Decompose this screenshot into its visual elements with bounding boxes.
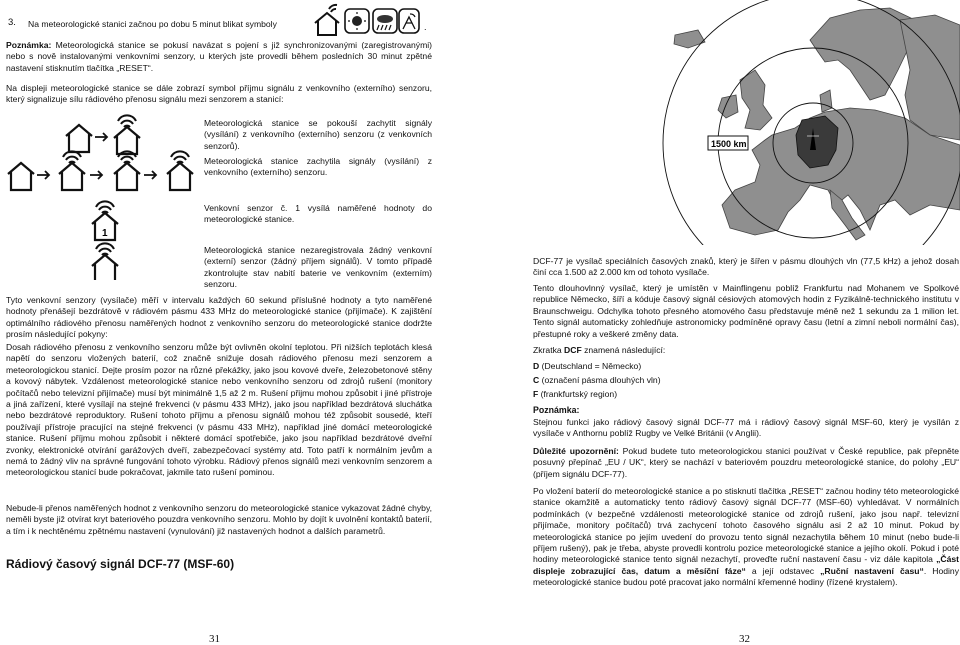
dcf-d xyxy=(533,361,641,372)
legend-searching: Meteorologická stanice se pokouší zachytit signály (vysílání) z venkovního (externího) senzoru (z venkovních senzorů). xyxy=(204,118,432,151)
house-icon xyxy=(59,163,85,190)
reception-text-e: . Hodiny meteorologické stanice budou poté pracovat jako normální křemenné hodiny (řízené krystalem). xyxy=(533,565,960,588)
page-number-right: 32 xyxy=(739,633,750,645)
signal-waves-icon xyxy=(63,151,81,163)
sensor-number: 1 xyxy=(102,228,108,239)
step-end: . xyxy=(424,22,427,32)
legend-no-signal: Meteorologická stanice nezaregistrovala žádný venkovní (externí) senzor (žádný příjem signálů). V tomto případě zkontrolujte stav nabití baterie ve venkovním (externím) senzoru. xyxy=(204,245,432,290)
note-label: Poznámka: xyxy=(6,40,52,50)
blinking-symbols xyxy=(311,3,421,37)
reception-paragraph xyxy=(533,486,959,589)
legend-sensor-transmitting: Venkovní senzor č. 1 vysílá naměřené hodnoty do meteorologické stanice. xyxy=(204,203,432,225)
distance-label: 1500 km xyxy=(711,139,747,149)
signal-waves-icon xyxy=(96,243,114,255)
house-icon xyxy=(92,255,118,280)
dcf-intro-c: znamená následující: xyxy=(581,345,666,355)
display-paragraph: Na displeji meteorologické stanice se dále zobrazí symbol příjmu signálu z venkovního (externího) senzoru, který signalizuje sílu rádiového přenosu signálu mezi senzorem a stanicí: xyxy=(6,83,432,105)
paragraph-transmission: Tyto venkovní senzory (vysílače) měří v intervalu každých 60 sekund příslušné hodnoty a tyto naměřené hodnoty přenášejí bezdrátově v rádiovém pásmu 433 MHz do meteorologické stanice (přijímače). K zajištění optimálního rádiového přenosu naměřených hodnot z venkovního senzoru do meteorologické stanice dodržte prosím následující pokyny: xyxy=(6,295,432,340)
reception-chapter-ref: „Část displeje zobrazující čas, datum a měsíční fáze“ xyxy=(533,554,959,576)
transmitter-paragraph: Tento dlouhovlnný vysílač, který je umístěn v Mainflingenu poblíž Frankfurtu nad Mohanem ve Spolkové republice Německo, šíří a kóduje časový signál césiových atomových hodin z Fyzikálně-technického institutu v Braunschweigu. Odchylka tohoto přesného atomového času představuje méně než 1 sekundu za 1 milion let. Tento signál automaticky zohledňuje astronomicky podmíněné opravy času (letní a zimní neboli normální čas), přestupné roky a veškeré změny data. xyxy=(533,283,959,339)
dcf-f xyxy=(533,389,617,400)
c-letter: C xyxy=(533,375,540,385)
arrow-right-icon xyxy=(144,171,156,179)
important-text: Pokud budete tuto meteorologickou stanici používat v České republice, pak přepněte posuvný přepínač „EU / UK“, který se nachází v bateriovém pouzdru meteorologické stanice, do polohy „EU“ (příjem signálu DCF-77). xyxy=(533,446,959,479)
reception-text-c: a její odstavec xyxy=(745,565,821,576)
legend-received: Meteorologická stanice zachytila signály (vysílání) z venkovního (externího) senzoru. xyxy=(204,156,432,178)
arrow-right-icon xyxy=(90,171,102,179)
house-icon xyxy=(8,163,34,190)
section-heading: Rádiový časový signál DCF-77 (MSF-60) xyxy=(6,557,235,571)
step-text: Na meteorologické stanici začnou po dobu 5 minut blikat symboly xyxy=(28,19,277,29)
house-icon xyxy=(114,163,140,190)
dcf-intro-paragraph: DCF-77 je vysílač speciálních časových znaků, který je šířen v pásmu dlouhých vln (77,5 kHz) a jehož dosah činí cca 1.500 až 2.000 km od tohoto vysílače. xyxy=(533,256,959,278)
note-text: Meteorologická stanice se pokusí navázat s pojení s již synchronizovanými (zaregistrovanými) nebo s nově instalovanými venkovními senzory, u kterých jste provedli během posledních 30 minut zpětné nastavení stisknutím tlačítka „RESET“. xyxy=(6,40,432,73)
reception-text-a: Po vložení baterií do meteorologické stanice a po stisknutí tlačítka „RESET“ začnou hodiny této meteorologické stanice okamžitě a automaticky tento rádiový časový signál DCF-77 (MSF-60) vyhledávat. V normálních podmínkách (v bezpečné vzdálenosti meteorologické stanice od zdrojů rušení, jako jsou např. televizní přijímače, monitory počítačů) trvá zachycení tohoto časového signálu asi 2 až 10 minut. Pokud by meteorologická stanice po jejím uvedení do provozu tento signál nezachytila během 10 minut (nebo bude-li příjem rušený), pak je třeba, abyste provedli kontrolu pozice meteorologické stanice a jejího okolí. Pokud i poté hodiny meteorologické stanice tento signál nezachytí, proveďte ruční nastavení času - viz dále kapitola xyxy=(533,486,959,565)
house-icon xyxy=(114,127,140,154)
f-text: (frankfurtský region) xyxy=(538,389,618,399)
signal-icons xyxy=(4,108,204,280)
signal-waves-icon xyxy=(118,115,136,127)
signal-waves-icon xyxy=(96,201,114,213)
important-label: Důležité upozornění: xyxy=(533,446,619,456)
radio-tower-icon xyxy=(399,9,419,33)
important-paragraph xyxy=(533,446,959,480)
signal-waves-icon xyxy=(171,151,189,163)
paragraph-battery: Nebude-li přenos naměřených hodnot z venkovního senzoru do meteorologické stanice vykazovat žádné chyby, neměli byste již otvírat kryt bateriového pouzdra venkovního senzoru. Mohlo by dojít k uvolnění kontaktů baterií, a tím i k nechtěnému zpětnému nastavení (vynulování) již nastavených hodnot a dalších parametrů. xyxy=(6,503,432,536)
reception-section-ref: „Ruční nastavení času“ xyxy=(820,565,924,576)
f-letter: F xyxy=(533,389,539,399)
note-label-right: Poznámka: xyxy=(533,405,580,415)
step-number: 3. xyxy=(8,17,16,28)
house-icon xyxy=(66,125,92,152)
house-signal-icon xyxy=(315,5,339,35)
weather-sun-icon xyxy=(345,9,369,33)
weather-cloud-icon xyxy=(373,9,397,33)
paragraph-range: Dosah rádiového přenosu z venkovního senzoru může být ovlivněn okolní teplotou. Při nižších teplotách klesá napětí do senzoru vložených baterií, což značně snižuje dosah rádiového přenosu mezi senzorem a meteorologickou stanicí. Dejte prosím pozor na různé překážky, jako jsou kovové dveře, železobetonové stěny a kovový nábytek. Vzdálenost meteorologické stanice nebo venkovního senzoru od zdrojů rušení (monitory počítačů nebo televizní přijímače) musí být minimálně 1,5 až 2 m. Rušení přijmu mohou způsobit i jiné přístroje a jiná zařízení, které vysílají na stejné frekvenci (v pásmu 433 MHz), jako jsou například bezdrátová sluchátka nebo bezdrátové reproduktory. Rušení tohoto příjmu a přenosu signálů mohou též způsobit sousedé, kteří používají přístroje pracující na stejné frekvenci (v pásmu 433 MHz), například jiné domácí meteorologické stanice. Rušení příjmu mohou způsobit i některé domácí spotřebiče, jako jsou například bezdrátové dveřní zvonky, elektronické otvírání garážových dveří, zabezpečovací systémy atd. Toto patří k normálním jevům a nemá to žádný vliv na správné fungování tohoto výrobku. Rádiový přenos signálů mezi venkovním senzorem a meteorologickou stanicí bude pokračovat, jakmile tato rušení pominou. xyxy=(6,342,432,478)
house-icon xyxy=(167,163,193,190)
dcf-c xyxy=(533,375,661,386)
c-text: (označení pásma dlouhých vln) xyxy=(539,375,661,385)
dcf-intro-a: Zkratka xyxy=(533,345,565,355)
dcf-abbreviation-intro xyxy=(533,345,959,356)
page-number-left: 31 xyxy=(209,633,220,645)
dcf-intro-b: DCF xyxy=(564,345,582,355)
europe-range-map xyxy=(660,0,960,245)
arrow-right-icon xyxy=(37,171,49,179)
arrow-right-icon xyxy=(95,133,107,141)
d-letter: D xyxy=(533,361,540,371)
note-paragraph xyxy=(6,40,432,74)
d-text: (Deutschland = Německo) xyxy=(539,361,642,371)
msf-note-paragraph: Stejnou funkci jako rádiový časový signál DCF-77 má i rádiový časový signál MSF-60, který je vysílán z vysílače v Anthornu poblíž Rugby ve Velké Británii (v Anglii). xyxy=(533,417,959,439)
